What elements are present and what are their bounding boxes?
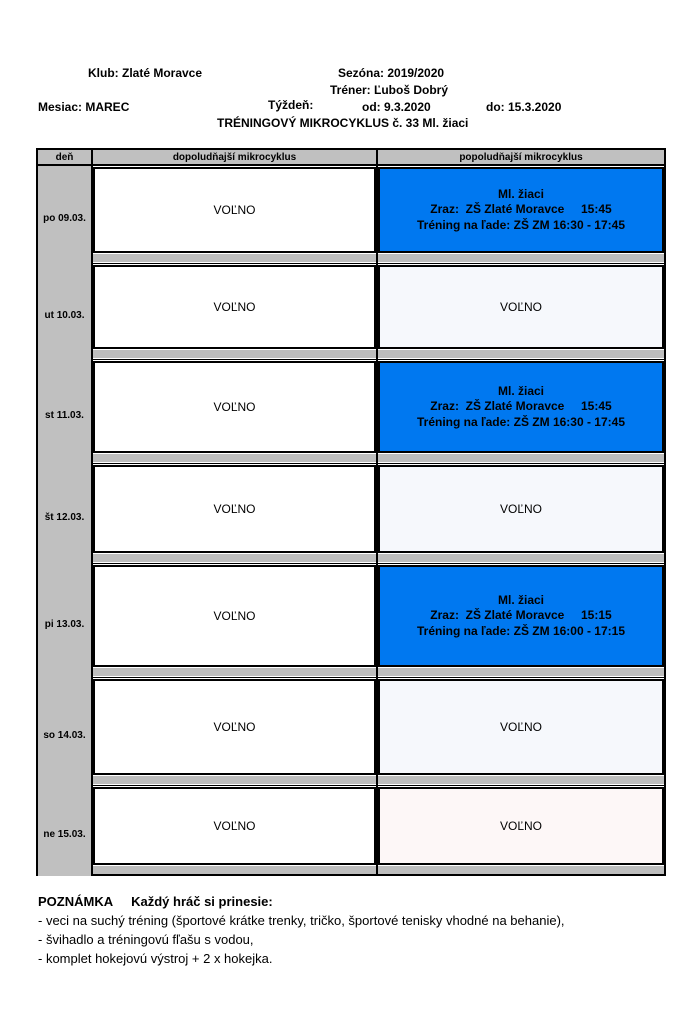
afternoon-text-line: VOĽNO [499, 300, 542, 314]
notes-item: - komplet hokejovú výstroj + 2 x hokejka. [38, 951, 273, 966]
row-footer-strip [378, 866, 664, 874]
morning-cell [93, 361, 376, 453]
morning-cell [93, 787, 376, 865]
afternoon-text-line: Zraz: ZŠ Zlaté Moravce 15:45 [430, 202, 612, 217]
coach-name: Tréner: Ľuboš Dobrý [330, 83, 449, 97]
morning-cell [93, 265, 376, 349]
row-divider [91, 563, 664, 564]
row-footer-strip [93, 350, 376, 358]
morning-text: VOĽNO [213, 609, 256, 623]
afternoon-text-line: VOĽNO [499, 819, 542, 833]
morning-cell [93, 465, 376, 553]
afternoon-text-line: Tréning na ľade: ZŠ ZM 16:00 - 17:15 [416, 623, 625, 638]
day-label: pi 13.03. [44, 619, 85, 630]
row-footer-strip [93, 776, 376, 784]
column-header-morning: dopoludňajší mikrocyklus [93, 150, 376, 166]
afternoon-text-line: Ml. žiaci [497, 186, 544, 201]
row-footer-strip [93, 554, 376, 562]
row-footer-strip [378, 668, 664, 676]
notes-section [38, 892, 565, 968]
row-footer-strip [378, 554, 664, 562]
schedule-table [36, 148, 666, 876]
column-header-day: deň [38, 150, 91, 166]
afternoon-cell [378, 265, 664, 349]
row-footer-strip [378, 776, 664, 784]
notes-label: POZNÁMKA [38, 894, 114, 909]
notes-item: - veci na suchý tréning (športové krátke trenky, tričko, športové tenisky vhodné na behanie), [38, 913, 565, 928]
row-footer-strip [93, 668, 376, 676]
afternoon-training-cell [378, 167, 664, 253]
row-divider [91, 677, 664, 678]
morning-cell [93, 565, 376, 667]
column-header-afternoon: popoludňajší mikrocyklus [378, 150, 664, 166]
day-label: št 12.03. [44, 512, 85, 523]
row-divider [91, 359, 664, 360]
row-divider [91, 785, 664, 786]
morning-text: VOĽNO [213, 502, 256, 516]
afternoon-text-line: VOĽNO [499, 720, 542, 734]
row-footer-strip [378, 254, 664, 262]
row-footer-strip [378, 350, 664, 358]
morning-text: VOĽNO [213, 400, 256, 414]
day-label: ut 10.03. [44, 310, 85, 321]
afternoon-text-line: Zraz: ZŠ Zlaté Moravce 15:45 [430, 399, 612, 414]
row-footer-strip [93, 866, 376, 874]
afternoon-training-cell [378, 565, 664, 667]
afternoon-training-cell [378, 361, 664, 453]
day-label: so 14.03. [43, 730, 86, 741]
club-name: Klub: Zlaté Moravce [88, 66, 203, 80]
afternoon-text-line: Tréning na ľade: ZŠ ZM 16:30 - 17:45 [416, 414, 625, 429]
afternoon-text-line: Ml. žiaci [497, 383, 544, 398]
afternoon-cell [378, 787, 664, 865]
month: Mesiac: MAREC [38, 100, 130, 114]
day-label: st 11.03. [45, 410, 84, 421]
row-divider [91, 463, 664, 464]
notes-heading-text: Každý hráč si prinesie: [131, 894, 273, 909]
date-to: do: 15.3.2020 [486, 100, 562, 114]
morning-text: VOĽNO [213, 720, 256, 734]
plan-title: TRÉNINGOVÝ MIKROCYKLUS č. 33 Ml. žiaci [217, 116, 469, 130]
day-label: ne 15.03. [43, 829, 86, 840]
afternoon-text-line: Zraz: ZŠ Zlaté Moravce 15:15 [430, 608, 612, 623]
afternoon-cell [378, 465, 664, 553]
afternoon-cell [378, 679, 664, 775]
week-label: Týždeň: [268, 98, 314, 112]
row-footer-strip [378, 454, 664, 462]
morning-text: VOĽNO [213, 819, 256, 833]
date-from: od: 9.3.2020 [362, 100, 431, 114]
notes-heading [38, 892, 565, 911]
afternoon-text-line: Tréning na ľade: ZŠ ZM 16:30 - 17:45 [416, 217, 625, 232]
morning-cell [93, 679, 376, 775]
row-footer-strip [93, 254, 376, 262]
morning-text: VOĽNO [213, 300, 256, 314]
afternoon-text-line: Ml. žiaci [497, 592, 544, 607]
season: Sezóna: 2019/2020 [338, 66, 445, 80]
row-footer-strip [93, 454, 376, 462]
row-divider [91, 263, 664, 264]
morning-text: VOĽNO [213, 203, 256, 217]
notes-item: - švihadlo a tréningovú fľašu s vodou, [38, 932, 254, 947]
day-label: po 09.03. [43, 213, 86, 224]
afternoon-text-line: VOĽNO [499, 502, 542, 516]
morning-cell [93, 167, 376, 253]
